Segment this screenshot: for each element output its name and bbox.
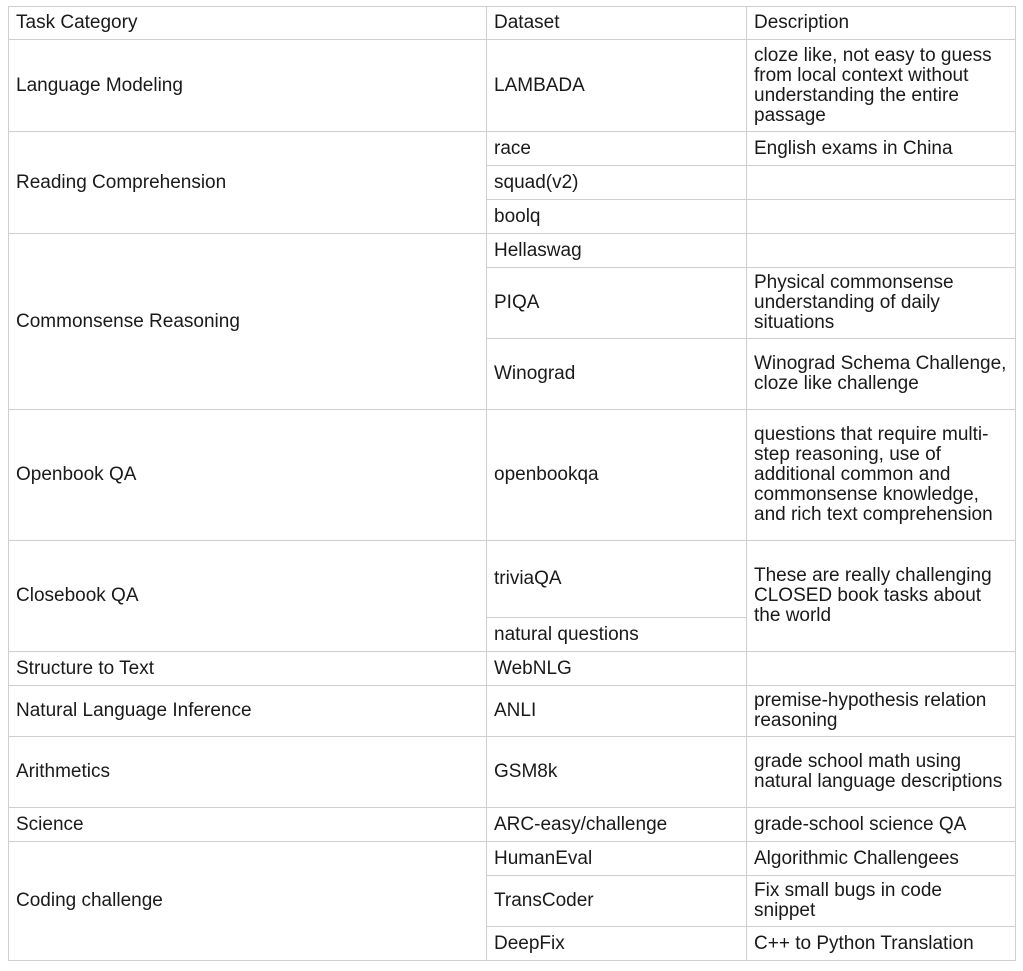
category-cell: Commonsense Reasoning xyxy=(9,234,487,410)
category-cell: Arithmetics xyxy=(9,737,487,808)
benchmark-table xyxy=(8,6,1016,961)
description-cell: grade school math using natural language descriptions xyxy=(747,737,1016,808)
dataset-cell: Hellaswag xyxy=(487,234,747,268)
header-row xyxy=(9,7,1016,40)
table-row xyxy=(9,410,1016,541)
dataset-cell: Winograd xyxy=(487,339,747,410)
description-cell: grade-school science QA xyxy=(747,808,1016,842)
dataset-cell: LAMBADA xyxy=(487,40,747,132)
category-cell: Language Modeling xyxy=(9,40,487,132)
header-task-category: Task Category xyxy=(9,7,487,40)
dataset-cell: DeepFix xyxy=(487,927,747,961)
description-cell: Fix small bugs in code snippet xyxy=(747,876,1016,927)
dataset-cell: triviaQA xyxy=(487,541,747,618)
description-cell xyxy=(747,200,1016,234)
dataset-cell: ANLI xyxy=(487,686,747,737)
table-row xyxy=(9,234,1016,268)
dataset-cell: boolq xyxy=(487,200,747,234)
dataset-cell: openbookqa xyxy=(487,410,747,541)
table-row xyxy=(9,541,1016,618)
category-cell: Science xyxy=(9,808,487,842)
description-cell: C++ to Python Translation xyxy=(747,927,1016,961)
description-cell: Algorithmic Challengees xyxy=(747,842,1016,876)
category-cell: Openbook QA xyxy=(9,410,487,541)
description-cell xyxy=(747,652,1016,686)
header-description: Description xyxy=(747,7,1016,40)
category-cell: Closebook QA xyxy=(9,541,487,652)
description-cell xyxy=(747,166,1016,200)
dataset-cell: TransCoder xyxy=(487,876,747,927)
dataset-cell: race xyxy=(487,132,747,166)
description-cell: questions that require multi-step reasoning, use of additional common and commonsense knowledge, and rich text comprehension xyxy=(747,410,1016,541)
dataset-cell: natural questions xyxy=(487,618,747,652)
category-cell: Structure to Text xyxy=(9,652,487,686)
table-row xyxy=(9,132,1016,166)
dataset-cell: GSM8k xyxy=(487,737,747,808)
dataset-cell: PIQA xyxy=(487,268,747,339)
table-row xyxy=(9,40,1016,132)
dataset-cell: WebNLG xyxy=(487,652,747,686)
description-cell: premise-hypothesis relation reasoning xyxy=(747,686,1016,737)
table-row xyxy=(9,808,1016,842)
category-cell: Coding challenge xyxy=(9,842,487,961)
description-cell xyxy=(747,234,1016,268)
table-row xyxy=(9,686,1016,737)
header-dataset: Dataset xyxy=(487,7,747,40)
category-cell: Natural Language Inference xyxy=(9,686,487,737)
dataset-cell: squad(v2) xyxy=(487,166,747,200)
description-cell: Physical commonsense understanding of daily situations xyxy=(747,268,1016,339)
dataset-cell: ARC-easy/challenge xyxy=(487,808,747,842)
description-cell: Winograd Schema Challenge, cloze like challenge xyxy=(747,339,1016,410)
category-cell: Reading Comprehension xyxy=(9,132,487,234)
description-cell: These are really challenging CLOSED book tasks about the world xyxy=(747,541,1016,652)
dataset-cell: HumanEval xyxy=(487,842,747,876)
description-cell: cloze like, not easy to guess from local context without understanding the entire passage xyxy=(747,40,1016,132)
table-row xyxy=(9,737,1016,808)
description-cell: English exams in China xyxy=(747,132,1016,166)
table-row xyxy=(9,652,1016,686)
table-row xyxy=(9,842,1016,876)
